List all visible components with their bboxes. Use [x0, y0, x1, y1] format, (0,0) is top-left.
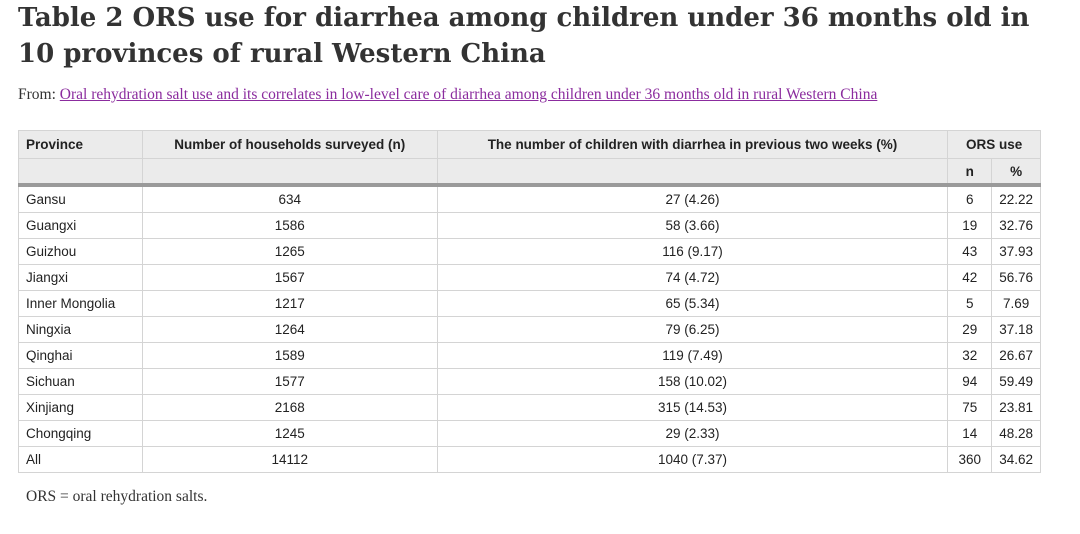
cell-ors-pct: 56.76 [992, 265, 1041, 291]
cell-ors-n: 42 [948, 265, 992, 291]
table-row [19, 213, 1041, 239]
data-table [18, 130, 1041, 473]
table-row [19, 395, 1041, 421]
cell-province: Inner Mongolia [19, 291, 143, 317]
cell-ors-pct: 22.22 [992, 185, 1041, 213]
table-row [19, 265, 1041, 291]
cell-ors-pct: 7.69 [992, 291, 1041, 317]
cell-ors-pct: 34.62 [992, 447, 1041, 473]
table-row [19, 369, 1041, 395]
cell-ors-n: 75 [948, 395, 992, 421]
cell-province: Sichuan [19, 369, 143, 395]
cell-province: Gansu [19, 185, 143, 213]
cell-children: 116 (9.17) [437, 239, 948, 265]
cell-children: 158 (10.02) [437, 369, 948, 395]
cell-households: 1217 [142, 291, 437, 317]
cell-province: Guizhou [19, 239, 143, 265]
header-children-diarrhea: The number of children with diarrhea in previous two weeks (%) [437, 131, 948, 159]
cell-ors-n: 32 [948, 343, 992, 369]
cell-children: 65 (5.34) [437, 291, 948, 317]
header-province: Province [19, 131, 143, 159]
cell-ors-pct: 32.76 [992, 213, 1041, 239]
cell-households: 2168 [142, 395, 437, 421]
header-households: Number of households surveyed (n) [142, 131, 437, 159]
from-label: From: [18, 86, 56, 103]
cell-children: 119 (7.49) [437, 343, 948, 369]
table-row [19, 239, 1041, 265]
cell-ors-pct: 23.81 [992, 395, 1041, 421]
cell-ors-pct: 37.18 [992, 317, 1041, 343]
table-row [19, 447, 1041, 473]
cell-ors-n: 94 [948, 369, 992, 395]
cell-province: Xinjiang [19, 395, 143, 421]
cell-households: 1264 [142, 317, 437, 343]
cell-ors-n: 29 [948, 317, 992, 343]
cell-households: 1567 [142, 265, 437, 291]
cell-ors-n: 19 [948, 213, 992, 239]
cell-province: Ningxia [19, 317, 143, 343]
cell-households: 634 [142, 185, 437, 213]
table-row [19, 185, 1041, 213]
table-title: Table 2 ORS use for diarrhea among children under 36 months old in 10 provinces of rural Western China [18, 3, 1030, 69]
cell-households: 14112 [142, 447, 437, 473]
cell-children: 1040 (7.37) [437, 447, 948, 473]
subheader-row [19, 159, 1041, 186]
table-row [19, 317, 1041, 343]
cell-children: 74 (4.72) [437, 265, 948, 291]
cell-households: 1577 [142, 369, 437, 395]
source-line [18, 86, 877, 104]
subheader-empty [19, 159, 143, 186]
cell-ors-n: 43 [948, 239, 992, 265]
cell-ors-pct: 59.49 [992, 369, 1041, 395]
source-article-link[interactable]: Oral rehydration salt use and its correlates in low-level care of diarrhea among children under 36 months old in rural Western China [59, 86, 878, 103]
cell-ors-pct: 37.93 [992, 239, 1041, 265]
cell-children: 27 (4.26) [437, 185, 948, 213]
table-row [19, 343, 1041, 369]
header-ors-pct: % [992, 159, 1041, 186]
cell-households: 1245 [142, 421, 437, 447]
footnote: ORS = oral rehydration salts. [26, 488, 208, 505]
table-row [19, 421, 1041, 447]
cell-ors-n: 14 [948, 421, 992, 447]
cell-province: Chongqing [19, 421, 143, 447]
cell-ors-n: 6 [948, 185, 992, 213]
cell-households: 1265 [142, 239, 437, 265]
cell-province: Qinghai [19, 343, 143, 369]
cell-children: 58 (3.66) [437, 213, 948, 239]
cell-ors-n: 360 [948, 447, 992, 473]
header-row [19, 131, 1041, 159]
cell-ors-pct: 26.67 [992, 343, 1041, 369]
header-ors-n: n [948, 159, 992, 186]
cell-province: All [19, 447, 143, 473]
cell-households: 1586 [142, 213, 437, 239]
cell-households: 1589 [142, 343, 437, 369]
cell-children: 29 (2.33) [437, 421, 948, 447]
cell-ors-pct: 48.28 [992, 421, 1041, 447]
subheader-empty [437, 159, 948, 186]
table-body [19, 185, 1041, 473]
cell-ors-n: 5 [948, 291, 992, 317]
table-row [19, 291, 1041, 317]
subheader-empty [142, 159, 437, 186]
cell-children: 79 (6.25) [437, 317, 948, 343]
cell-province: Jiangxi [19, 265, 143, 291]
header-ors-use: ORS use [948, 131, 1041, 159]
cell-province: Guangxi [19, 213, 143, 239]
cell-children: 315 (14.53) [437, 395, 948, 421]
